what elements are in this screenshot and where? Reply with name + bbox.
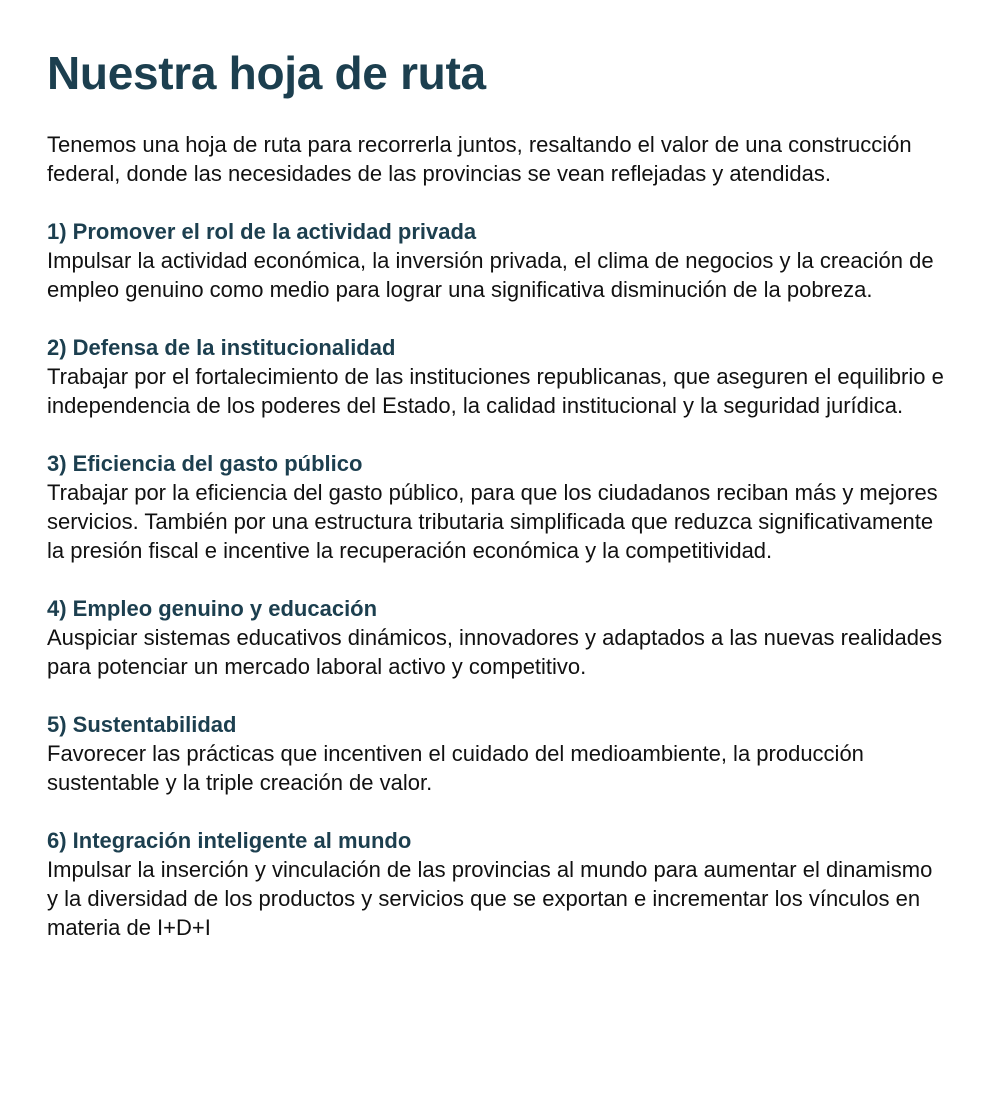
section-body: Trabajar por la eficiencia del gasto público, para que los ciudadanos reciban más y mejores servicios. También por una estructura tributaria simplificada que reduzca significativamente la presión fiscal e incentive la recuperación económica y la competitividad.	[47, 480, 938, 563]
section-heading: 1) Promover el rol de la actividad privada	[47, 219, 477, 244]
section-body: Impulsar la inserción y vinculación de las provincias al mundo para aumentar el dinamismo y la diversidad de los productos y servicios que se exportan e incrementar los vínculos en materia de I+D+I	[47, 857, 933, 940]
section-5	[47, 710, 946, 797]
section-heading: 2) Defensa de la institucionalidad	[47, 335, 396, 360]
section-6	[47, 826, 946, 942]
section-heading: 3) Eficiencia del gasto público	[47, 451, 363, 476]
page-title: Nuestra hoja de ruta	[47, 47, 486, 99]
section-heading: 6) Integración inteligente al mundo	[47, 828, 412, 853]
section-body: Trabajar por el fortalecimiento de las instituciones republicanas, que aseguren el equilibrio e independencia de los poderes del Estado, la calidad institucional y la seguridad jurídica.	[47, 364, 944, 418]
intro-paragraph: Tenemos una hoja de ruta para recorrerla juntos, resaltando el valor de una construcción federal, donde las necesidades de las provincias se vean reflejadas y atendidas.	[47, 132, 912, 186]
section-heading: 4) Empleo genuino y educación	[47, 596, 378, 621]
section-4	[47, 594, 946, 681]
section-body: Impulsar la actividad económica, la inversión privada, el clima de negocios y la creación de empleo genuino como medio para lograr una significativa disminución de la pobreza.	[47, 248, 934, 302]
section-3	[47, 449, 946, 565]
section-heading: 5) Sustentabilidad	[47, 712, 237, 737]
section-body: Favorecer las prácticas que incentiven el cuidado del medioambiente, la producción sustentable y la triple creación de valor.	[47, 741, 864, 795]
section-2	[47, 333, 946, 420]
section-body: Auspiciar sistemas educativos dinámicos, innovadores y adaptados a las nuevas realidades para potenciar un mercado laboral activo y competitivo.	[47, 625, 943, 679]
section-1	[47, 217, 946, 304]
